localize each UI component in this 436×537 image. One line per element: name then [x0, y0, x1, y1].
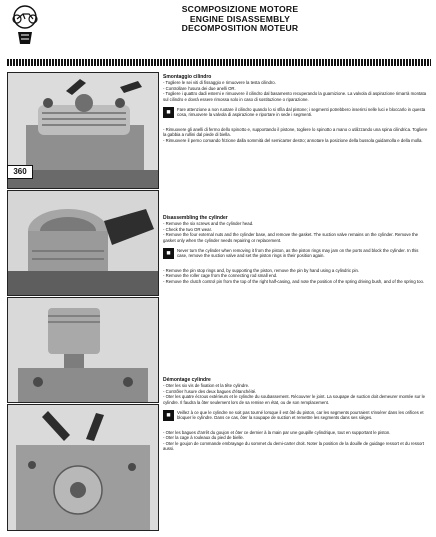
section-heading: Disassembling the cylinder	[163, 215, 228, 221]
paragraph: - Remove the six screws and the cylinder head.	[163, 221, 254, 227]
section-heading: Démontage cylindre	[163, 377, 211, 383]
paragraph: - Oter les six vis de fixation et la tête cylindre.	[163, 383, 250, 389]
paragraph: - Oter les bagues d'arrêt du goujon et ôter ce dernier à la main par une goupille cylindrique, tout en supportant le piston.	[163, 429, 391, 435]
section-italian	[163, 74, 429, 143]
warning-icon: ■	[163, 107, 174, 118]
warning-note	[163, 107, 429, 123]
paragraph: - Contrôler l'usure des deux bagues d'étanchéité.	[163, 388, 257, 394]
page-title	[150, 5, 330, 34]
motorcycle-logo-icon	[6, 4, 44, 46]
title-line-italian: SCOMPOSIZIONE MOTORE	[181, 4, 299, 14]
section-french	[163, 377, 429, 452]
section-heading: Smontaggio cilindro	[163, 74, 212, 80]
paragraph: - Remove the clutch control pin from the top of the right half-casing, and note the position of the spring driving bush, and of the spring too.	[163, 278, 425, 284]
note-text: Veillez à ce que le cylindre ne soit pas tourné lorsque il est ôté du piston, car les segments pourraient s'insérer dans les orifices et bloquer le cylindre. Dans ce cas, ôter la soupape de suction et remettre les segments dans ses sièges.	[177, 409, 424, 421]
paragraph: - Oter le goujon de commande embrayage du sommet du demi-carter droit. Noter la position de la douille de guidage ressort et du ressort aussi.	[163, 440, 425, 452]
paragraph: - Remove the pin stop rings and, by supporting the piston, remove the pin by hand using a cylindric pin.	[163, 267, 360, 273]
clutch-pin-photo	[7, 404, 159, 531]
paragraph: - Remove the four external nuts and the cylinder base, and remove the gasket. The suction valve remains on the cylinder. Remove the gasket only when the cylinder needs repairing or replacement.	[163, 232, 419, 243]
title-line-french: DECOMPOSITION MOTEUR	[181, 23, 299, 34]
paragraph: - Rimuovere gli anelli di fermo dello spinotto e, supportando il pistone, togliere lo spinotto a mano o utilizzando una spina cilindrica. Togliere la gabbia a rullini dal piede di biella.	[163, 126, 428, 138]
warning-note	[163, 410, 429, 426]
warning-icon: ■	[163, 410, 174, 421]
paragraph: - Oter les quatre écrous extérieurs et le cylindre du soubassement. Récouvrer le joint. La soupape de suction doit demeurer montée sur le cylindre. Il faudra la ôter seulement lors de sa remise en état, ou de son remplacement.	[163, 394, 426, 405]
page-number: 360	[7, 165, 33, 179]
paragraph: - Togliere i quattro dadi esterni e rimuovere il cilindro dal basamento recuperando la guarnizione. La valvola di aspirazione rimarrà montata sul cilindro e dovrà essere rimossa solo in caso di sostituzione o riparazione.	[163, 91, 427, 102]
paragraph: - Rimuovere il perno comando frizione dalla sommità del semicarter destro; annotare la posizione della bussola guidamolla e della molla.	[163, 137, 423, 143]
paragraph: - Check the two OR wear.	[163, 226, 212, 232]
paragraph: - Remove the roller cage from the connecting rod small end.	[163, 273, 278, 279]
paragraph: - Controllare l'usura dei due anelli OR.	[163, 85, 236, 91]
header-divider	[7, 59, 431, 66]
warning-icon: ■	[163, 248, 174, 259]
cylinder-removal-photo	[7, 190, 159, 296]
note-text: Fare attenzione a non ruotare il cilindro quando lo si sfila dal pistone; i segmenti potrebbero inserirsi nelle luci e bloccarlo in questa cosa, rimuovere la valvola di aspirazione e riportare in sede i segmenti.	[177, 106, 426, 118]
section-english	[163, 215, 429, 284]
title-line-english: ENGINE DISASSEMBLY	[189, 13, 291, 24]
paragraph: - Oter la cage à rouleaux du pied de bielle.	[163, 435, 244, 441]
paragraph: - Togliere le sei viti di fissaggio e rimuovere la testa cilindro.	[163, 80, 276, 86]
warning-note	[163, 248, 429, 264]
piston-pin-photo	[7, 297, 159, 403]
note-text: Never turn the cylinder when removing it from the piston, as the piston rings may jam on the ports and block the cylinder. In this case, remove the suction valve and set the piston rings in their position again.	[177, 247, 419, 259]
